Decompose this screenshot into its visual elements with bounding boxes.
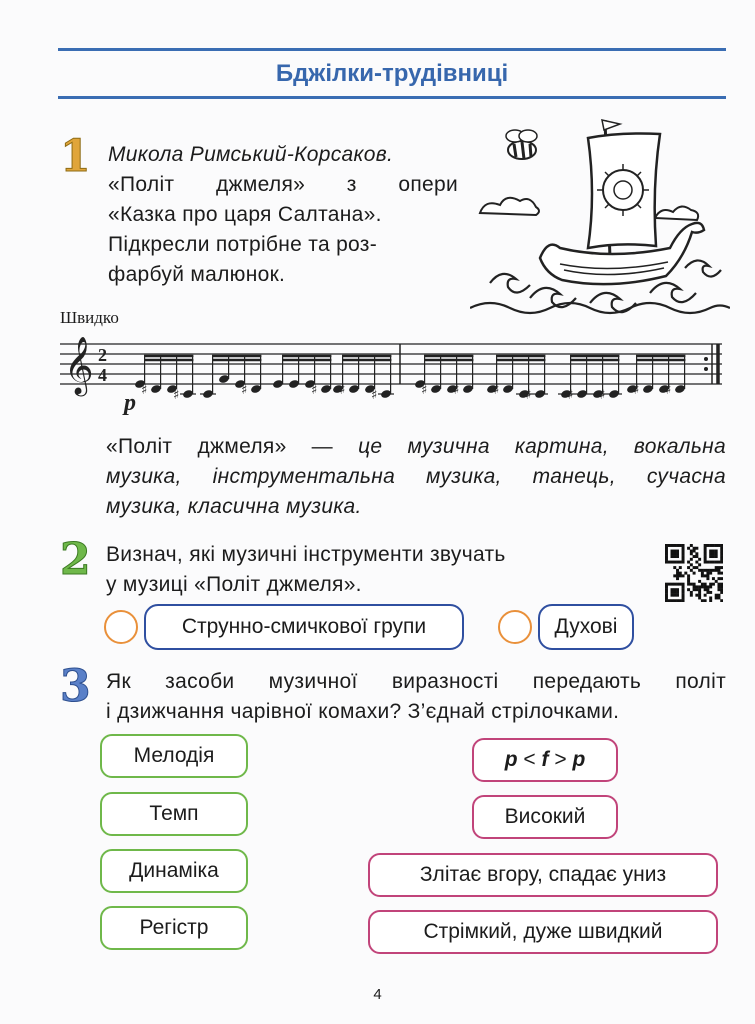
statement-line-2: музика, інструментальна музика, танець, сучасна — [106, 465, 726, 488]
music-staff — [60, 326, 730, 416]
answer-circle-winds[interactable] — [498, 610, 532, 644]
right-item-rises-falls[interactable]: Злітає вгору, спадає униз — [368, 853, 718, 897]
task-3-number: 3 — [60, 661, 91, 712]
left-item-register[interactable]: Регістр — [100, 906, 248, 950]
right-item-high[interactable]: Високий — [472, 795, 618, 839]
sharp-icon: ♯ — [339, 383, 346, 398]
option-winds[interactable]: Духові — [538, 604, 634, 650]
task-1-composer: Микола Римський-Корсаков. — [108, 143, 394, 166]
right-item-very-fast[interactable]: Стрімкий, дуже швидкий — [368, 910, 718, 954]
title-bottom-rule — [58, 96, 726, 99]
sharp-icon: ♯ — [599, 388, 606, 403]
task-1-number: 1 — [60, 131, 91, 182]
time-signature-top: 2 — [98, 345, 107, 365]
time-signature-bottom: 4 — [98, 365, 107, 385]
sharp-icon: ♯ — [633, 383, 640, 398]
option-strings[interactable]: Струнно-смичкової групи — [144, 604, 464, 650]
title-top-rule — [58, 48, 726, 51]
task-2-text — [106, 540, 646, 600]
task-2-number: 2 — [60, 534, 91, 585]
left-item-melody[interactable]: Мелодія — [100, 734, 248, 778]
task-1-line: Підкресли потрібне та роз- — [108, 233, 378, 256]
qr-code[interactable] — [665, 544, 723, 602]
answer-circle-strings[interactable] — [104, 610, 138, 644]
sharp-icon: ♯ — [173, 388, 180, 403]
sharp-icon: ♯ — [141, 383, 148, 398]
task-2-line: Визнач, які музичні інструменти звучать — [106, 543, 506, 566]
task-3-line: і дзижчання чарівної комахи? З’єднай стрілочками. — [106, 700, 620, 723]
left-item-dynamics[interactable]: Динаміка — [100, 849, 248, 893]
sharp-icon: ♯ — [241, 383, 248, 398]
sharp-icon: ♯ — [665, 383, 672, 398]
statement-line-3: музика, класична музика. — [106, 495, 362, 518]
task-2-line: у музиці «Політ джмеля». — [106, 573, 362, 596]
sixteenth-notes — [134, 356, 686, 403]
sharp-icon: ♯ — [493, 383, 500, 398]
task-3-line: Як засоби музичної виразності передають політ — [106, 670, 726, 693]
task-1-line: «Казка про царя Салтана». — [108, 203, 382, 226]
right-item-dynamics-formula[interactable]: p < f > p — [472, 738, 618, 782]
ship-and-bee-illustration — [470, 108, 730, 318]
sharp-icon: ♯ — [453, 383, 460, 398]
page-number: 4 — [373, 986, 382, 1003]
sharp-icon: ♯ — [421, 383, 428, 398]
treble-clef-icon: 𝄞 — [64, 336, 94, 394]
sharp-icon: ♯ — [567, 388, 574, 403]
sharp-icon: ♯ — [371, 388, 378, 403]
task-1-line: «Політ джмеля» з опери — [108, 173, 458, 196]
bee-icon — [506, 130, 537, 159]
left-item-tempo[interactable]: Темп — [100, 792, 248, 836]
task-1-text — [108, 140, 458, 290]
task-1-statement — [106, 432, 726, 522]
task-1-line: фарбуй малюнок. — [108, 263, 286, 286]
sharp-icon: ♯ — [311, 383, 318, 398]
sharp-icon: ♯ — [525, 388, 532, 403]
task-3-text — [106, 667, 726, 727]
statement-line-1: «Політ джмеля» — це музична картина, вокальна — [106, 435, 726, 458]
tempo-marking: Швидко — [60, 308, 119, 327]
dynamic-piano: p — [124, 390, 136, 416]
page-title: Бджілки-трудівниці — [275, 60, 509, 87]
